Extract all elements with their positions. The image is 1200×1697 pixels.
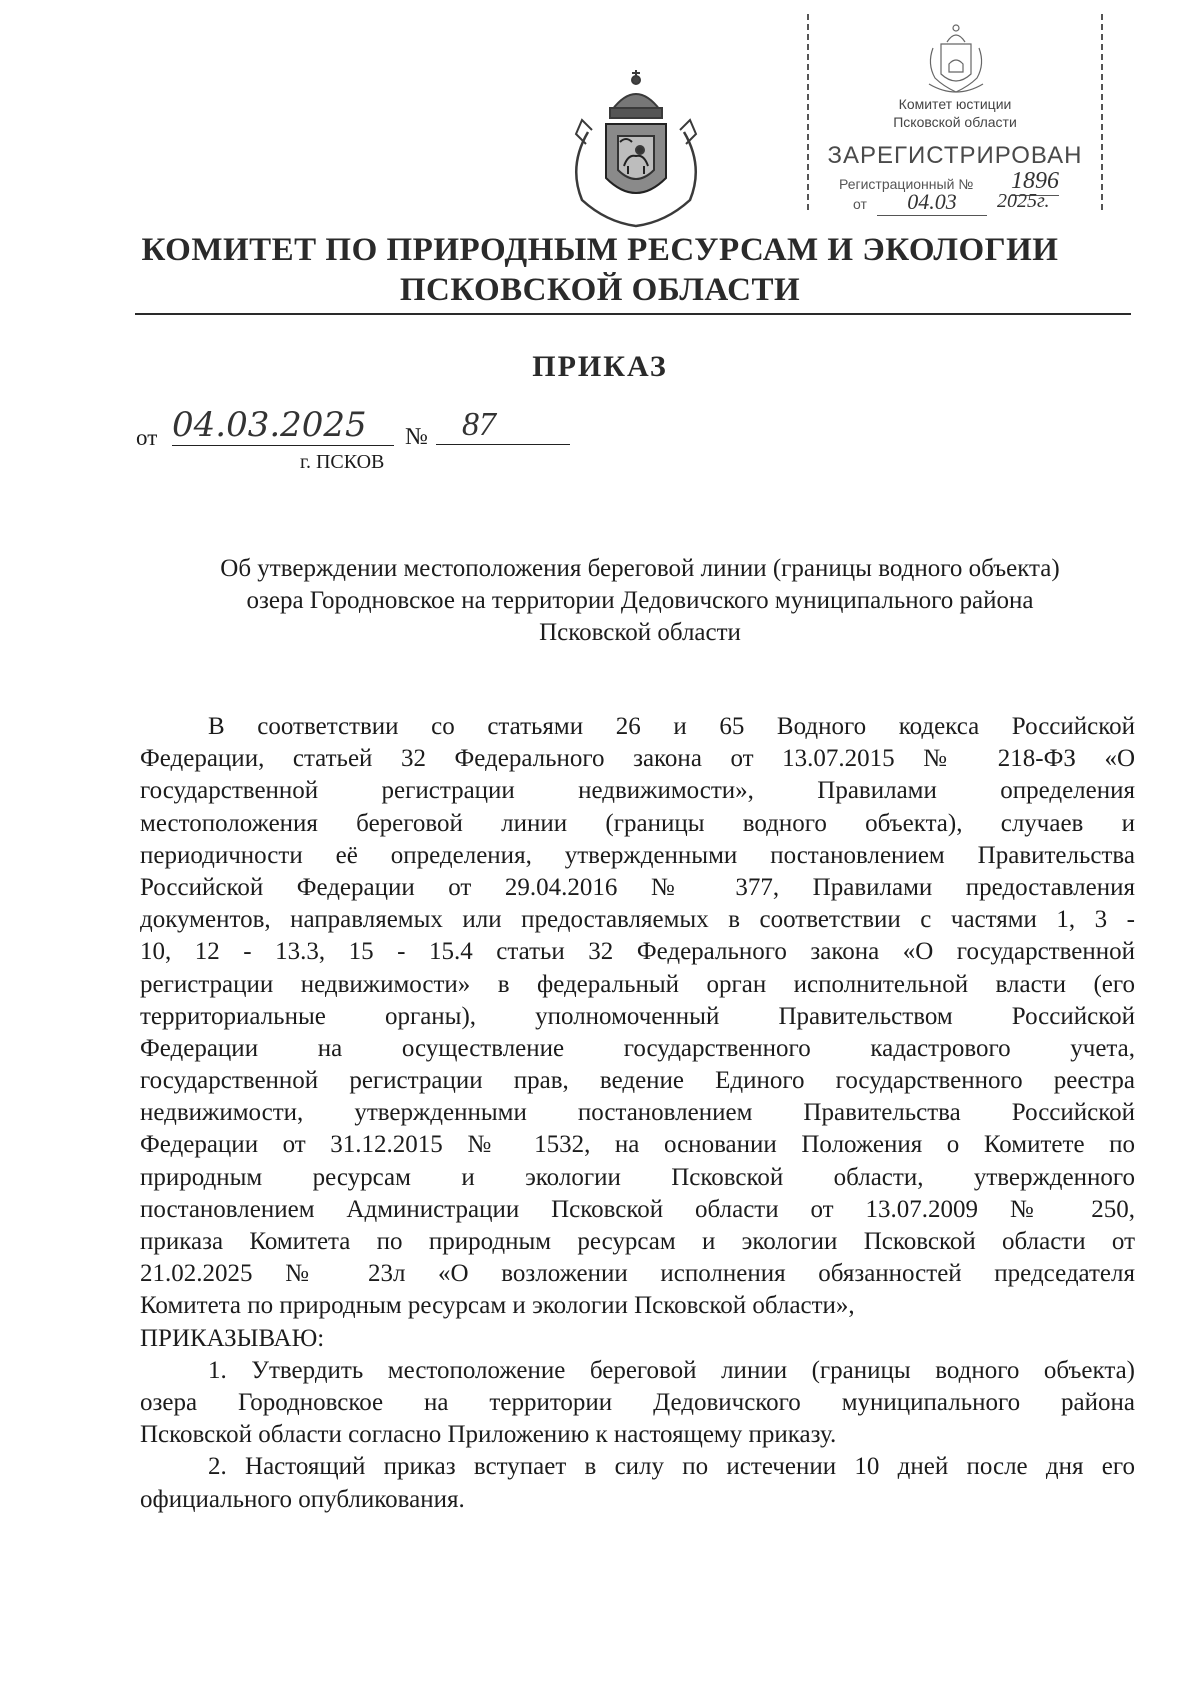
- body-line: недвижимости, утвержденными постановлением Правительства Российской: [140, 1099, 1135, 1127]
- stamp-date: 04.03: [877, 189, 987, 216]
- clause-1-line: 1. Утвердить местоположение береговой линии (границы водного объекта): [208, 1356, 1135, 1384]
- body-line: 10, 12 - 13.3, 15 - 15.4 статьи 32 Федерального закона «О государственной: [140, 938, 1135, 966]
- clause-1-line: озера Городновское на территории Дедовичского муниципального района: [140, 1388, 1135, 1416]
- order-directive: ПРИКАЗЫВАЮ:: [140, 1324, 325, 1352]
- body-line: документов, направляемых или предоставляемых в соответствии с частями 1, 3 -: [140, 906, 1135, 934]
- header-divider: [135, 313, 1131, 315]
- stamp-reg-label: Регистрационный №: [839, 176, 974, 192]
- stamp-reg-number: 1896: [1011, 168, 1059, 194]
- body-line: государственной регистрации недвижимости», Правилами определения: [140, 777, 1135, 805]
- body-line: местоположения береговой линии (границы водного объекта), случаев и: [140, 809, 1135, 837]
- org-title-line1: КОМИТЕТ ПО ПРИРОДНЫМ РЕСУРСАМ И ЭКОЛОГИИ: [141, 232, 1059, 268]
- body-line: периодичности её определения, утвержденными постановлением Правительства: [140, 841, 1135, 869]
- order-number: 87: [436, 405, 570, 445]
- order-city: г. ПСКОВ: [300, 451, 385, 473]
- order-date-label: от: [136, 425, 158, 450]
- body-line: 21.02.2025 № 23л «О возложении исполнения обязанностей председателя: [140, 1260, 1135, 1288]
- body-line: Российской Федерации от 29.04.2016 № 377, Правилами предоставления: [140, 873, 1135, 901]
- stamp-status: ЗАРЕГИСТРИРОВАН: [827, 142, 1083, 169]
- body-line: приказа Комитета по природным ресурсам и экологии Псковской области от: [140, 1228, 1135, 1255]
- body-line: Федерации от 31.12.2015 № 1532, на основании Положения о Комитете по: [140, 1131, 1135, 1159]
- subject-line: озера Городновское на территории Дедовичского муниципального района: [246, 587, 1034, 614]
- subject-line: Об утверждении местоположения береговой линии (границы водного объекта): [220, 555, 1060, 582]
- body-line: государственной регистрации прав, ведение Единого государственного реестра: [140, 1067, 1135, 1095]
- body-line: Комитета по природным ресурсам и экологии Псковской области»,: [140, 1292, 855, 1320]
- body-line: территориальные органы), уполномоченный Правительством Российской: [140, 1002, 1135, 1030]
- body-line: природным ресурсам и экологии Псковской области, утвержденного: [140, 1163, 1135, 1191]
- coat-of-arms-icon: [562, 70, 710, 230]
- body-line: Федерации, статьей 32 Федерального закона от 13.07.2015 № 218-ФЗ «О: [140, 745, 1135, 773]
- clause-2-line: официального опубликования.: [140, 1485, 465, 1513]
- stamp-authority-line2: Псковской области: [893, 114, 1017, 130]
- body-line: Федерации на осуществление государственного кадастрового учета,: [140, 1034, 1135, 1062]
- body-line: В соответствии со статьями 26 и 65 Водного кодекса Российской: [208, 713, 1135, 740]
- document-type: ПРИКАЗ: [532, 350, 668, 383]
- body-line: постановлением Администрации Псковской области от 13.07.2009 № 250,: [140, 1195, 1135, 1223]
- stamp-date-label: от: [853, 196, 867, 212]
- subject-line: Псковской области: [539, 619, 741, 646]
- body-line: регистрации недвижимости» в федеральный орган исполнительной власти (его: [140, 970, 1135, 998]
- order-subject: [150, 553, 1130, 649]
- clause-1-line: Псковской области согласно Приложению к настоящему приказу.: [140, 1421, 837, 1449]
- stamp-authority-line1: Комитет юстиции: [898, 96, 1012, 112]
- clause-2-line: 2. Настоящий приказ вступает в силу по истечении 10 дней после дня его: [208, 1453, 1135, 1481]
- order-body: [140, 711, 1135, 1516]
- stamp-year: 2025г.: [997, 190, 1050, 212]
- registration-stamp: [807, 14, 1103, 214]
- order-number-label: №: [405, 424, 428, 450]
- order-date: 04.03.2025: [172, 405, 394, 446]
- org-title-line2: ПСКОВСКОЙ ОБЛАСТИ: [399, 272, 801, 308]
